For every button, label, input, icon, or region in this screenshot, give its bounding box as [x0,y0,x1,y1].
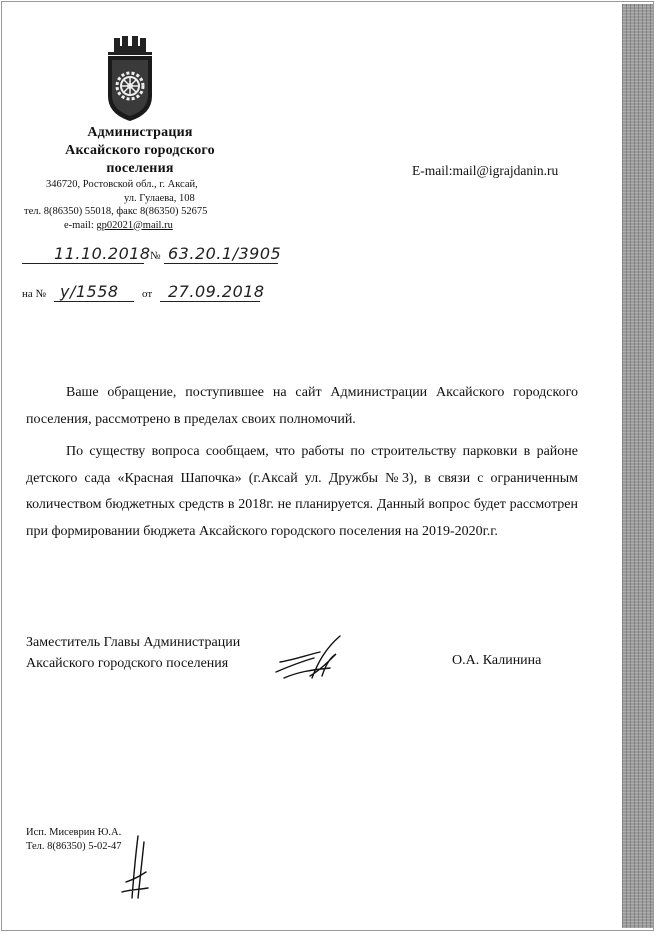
outgoing-number: 63.20.1/3905 [168,244,282,263]
handwritten-signature [270,632,350,684]
reply-date: 27.09.2018 [168,282,265,301]
executor-name: Исп. Мисеврин Ю.А. [26,827,122,838]
body-paragraph: По существу вопроса сообщаем, что работы по строительству парковки в районе детского сада «Красная Шапочка» (г.Аксай ул. Дружбы №3), в связи с ограниченным количеством бюджетных средств в 2018г. не планируется. Данный вопрос будет рассмотрен при формировании бюджета Аксайского городского поселения на 2019-2020г.г. [26,444,578,539]
organization-title [40,124,240,178]
handwritten-initials [118,832,152,902]
org-title-line: поселения [106,161,174,176]
org-title-line: Администрация [87,125,193,140]
reply-number-underline [54,301,134,302]
number-underline [164,263,278,264]
number-sign: № [150,250,161,262]
phone-line: тел. 8(86350) 55018, факс 8(86350) 52675 [24,206,208,217]
recipient-email: E-mail:mail@igrajdanin.ru [412,163,559,178]
signer-position-line: Заместитель Главы Администрации [26,635,241,650]
date-underline [22,263,144,264]
reply-date-underline [160,301,260,302]
body-paragraph: Ваше обращение, поступившее на сайт Администрации Аксайского городского поселения, рассмотрено в пределах своих полномочий. [26,385,578,427]
address-line: 346720, Ростовской обл., г. Аксай, [46,179,198,190]
executor-phone: Тел. 8(86350) 5-02-47 [26,841,122,852]
outgoing-date: 11.10.2018 [54,244,151,263]
signer-position [26,632,240,674]
reply-number: у/1558 [60,282,119,301]
letter-body [26,380,578,551]
coat-of-arms-emblem [104,36,156,122]
org-title-line: Аксайского городского [65,143,215,158]
org-email-label: e-mail: [64,219,94,231]
org-email-line [24,219,262,233]
org-email-value[interactable]: gp02021@mail.ru [96,219,173,231]
reply-prefix: на № [22,288,47,300]
address-street: ул. Гулаева, 108 [124,192,195,204]
scan-edge-strip [622,4,653,928]
organization-address [24,178,262,232]
signer-position-line: Аксайского городского поселения [26,656,229,671]
reply-from-label: от [142,288,153,300]
signer-name: О.А. Калинина [452,653,542,668]
executor-info [26,826,122,854]
